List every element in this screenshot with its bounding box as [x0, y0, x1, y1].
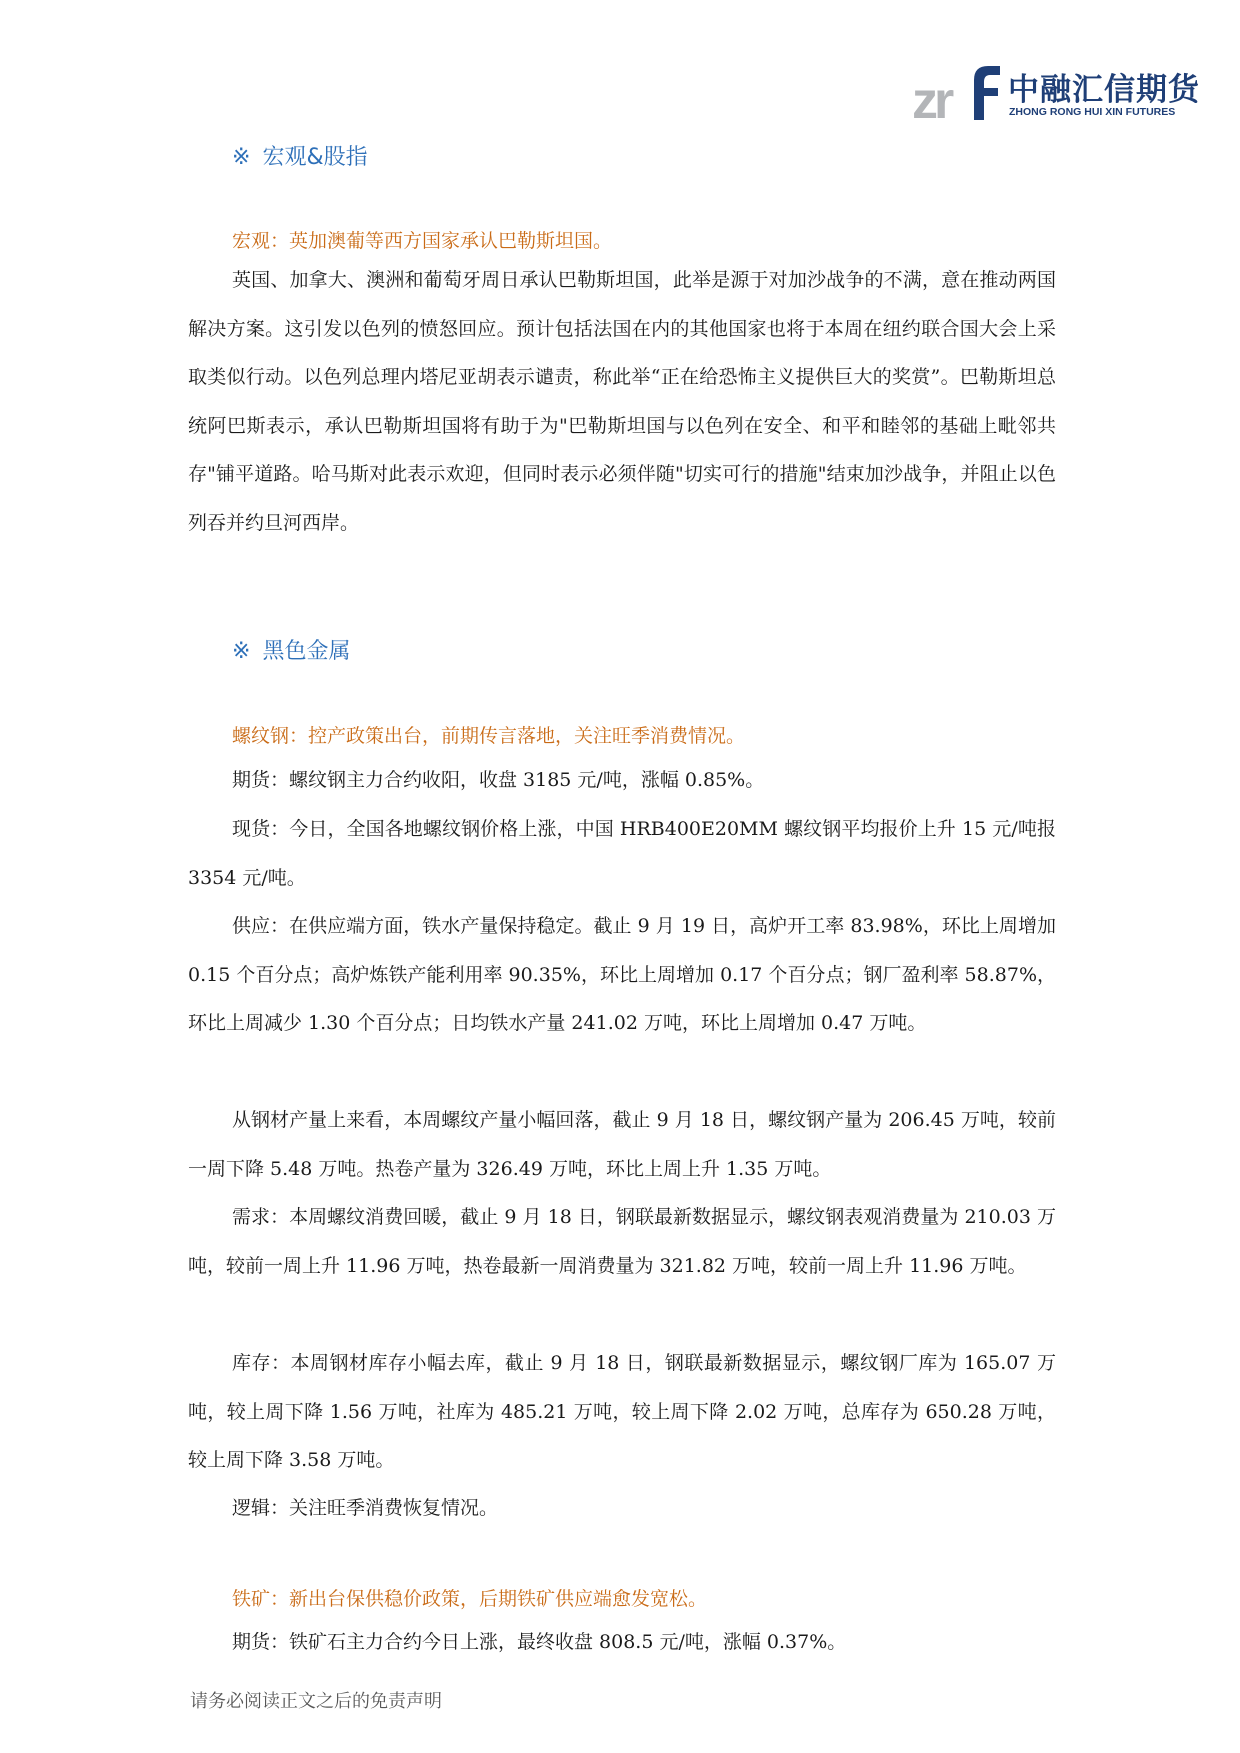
reference-mark-icon: ※ — [232, 145, 251, 170]
paragraph-rebar-logic: 逻辑：关注旺季消费恢复情况。 — [232, 1497, 499, 1519]
paragraph-rebar-futures: 期货：螺纹钢主力合约收阳，收盘 3185 元/吨，涨幅 0.85%。 — [232, 769, 765, 791]
paragraph-rebar-demand: 需求：本周螺纹消费回暖，截止 9 月 18 日，钢联最新数据显示，螺纹钢表观消费量为 210.03 万吨，较前一周上升 11.96 万吨，热卷最新一周消费量为 321.82 万吨，较前一周上升 11.96 万吨。 — [188, 1206, 1056, 1277]
company-logo — [912, 58, 1202, 128]
footer-disclaimer: 请务必阅读正文之后的免责声明 — [190, 1691, 442, 1712]
paragraph-rebar-inventory: 库存：本周钢材库存小幅去库，截止 9 月 18 日，钢联最新数据显示，螺纹钢厂库为 165.07 万吨，较上周下降 1.56 万吨，社库为 485.21 万吨，较上周下降 2.02 万吨，总库存为 650.28 万吨，较上周下降 3.58 万吨。 — [188, 1352, 1056, 1471]
logo-company-name-en: ZHONG RONG HUI XIN FUTURES — [1009, 106, 1176, 118]
zrf-logo-mark-icon — [912, 58, 1008, 124]
paragraph-rebar-output: 从钢材产量上来看，本周螺纹产量小幅回落，截止 9 月 18 日，螺纹钢产量为 206.45 万吨，较前一周下降 5.48 万吨。热卷产量为 326.49 万吨，环比上周上升 1.35 万吨。 — [188, 1109, 1056, 1180]
reference-mark-icon: ※ — [232, 639, 251, 664]
paragraph-iron-ore-futures: 期货：铁矿石主力合约今日上涨，最终收盘 808.5 元/吨，涨幅 0.37%。 — [232, 1631, 847, 1653]
paragraph-macro: 英国、加拿大、澳洲和葡萄牙周日承认巴勒斯坦国，此举是源于对加沙战争的不满，意在推动两国解决方案。这引发以色列的愤怒回应。预计包括法国在内的其他国家也将于本周在纽约联合国大会上采取类似行动。以色列总理内塔尼亚胡表示谴责，称此举“正在给恐怖主义提供巨大的奖赏”。巴勒斯坦总统阿巴斯表示，承认巴勒斯坦国将有助于为"巴勒斯坦国与以色列在安全、和平和睦邻的基础上毗邻共存"铺平道路。哈马斯对此表示欢迎，但同时表示必须伴随"切实可行的措施"结束加沙战争，并阻止以色列吞并约旦河西岸。 — [188, 269, 1056, 534]
logo-company-name-cn: 中融汇信期货 — [1008, 72, 1200, 108]
section-title-text: 黑色金属 — [262, 639, 351, 664]
paragraph-rebar-supply: 供应：在供应端方面，铁水产量保持稳定。截止 9 月 19 日，高炉开工率 83.98%，环比上周增加 0.15 个百分点；高炉炼铁产能利用率 90.35%，环比上周增加 0.17 个百分点；钢厂盈利率 58.87%，环比上周减少 1.30 个百分点；日均铁水产量 241.02 万吨，环比上周增加 0.47 万吨。 — [188, 915, 1056, 1034]
section-title-macro — [232, 140, 368, 171]
subhead-macro: 宏观：英加澳葡等西方国家承认巴勒斯坦国。 — [232, 230, 613, 252]
paragraph-rebar-spot: 现货：今日，全国各地螺纹钢价格上涨，中国 HRB400E20MM 螺纹钢平均报价上升 15 元/吨报 3354 元/吨。 — [188, 818, 1056, 889]
section-title-text: 宏观&股指 — [262, 145, 368, 170]
subhead-iron-ore: 铁矿：新出台保供稳价政策，后期铁矿供应端愈发宽松。 — [232, 1588, 708, 1610]
svg-text:zr: zr — [912, 72, 951, 124]
section-title-ferrous — [232, 634, 350, 665]
subhead-rebar: 螺纹钢：控产政策出台，前期传言落地，关注旺季消费情况。 — [232, 725, 746, 747]
